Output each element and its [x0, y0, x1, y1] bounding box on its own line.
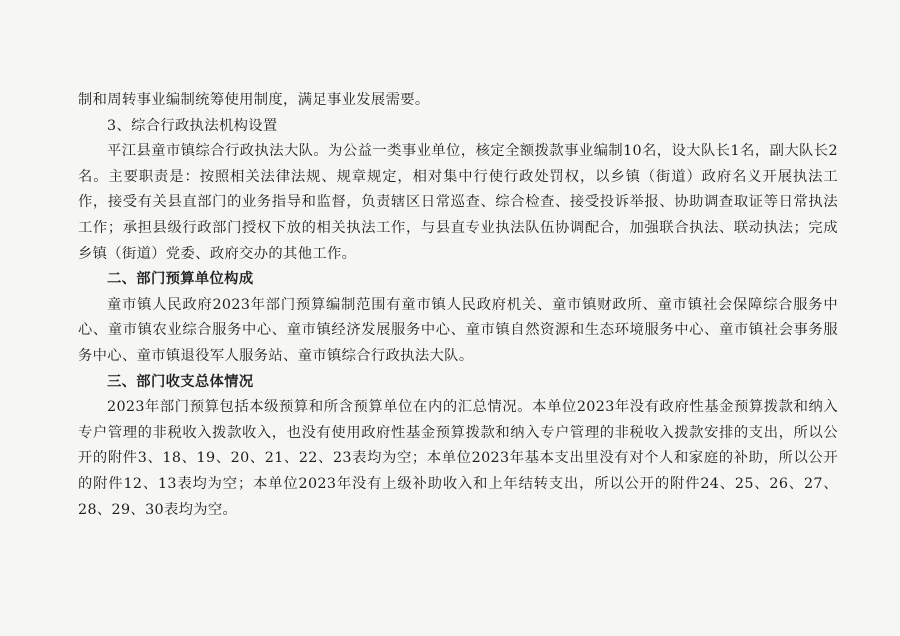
section-heading-income-expenditure: 三、部门收支总体情况: [107, 373, 254, 390]
paragraph-income-expenditure: 2023年部门预算包括本级预算和所含预算单位在内的汇总情况。本单位2023年没有政府性基金预算拨款和纳入专户管理的非税收入拨款收入，也没有使用政府性基金预算拨款和纳入专户管理的非税收入拨款安排的支出，所以公开的附件3、18、19、20、21、22、23表均为空；本单位2023年基本支出里没有对个人和家庭的补助，所以公开的附件12、13表均为空；本单位2023年没有上级补助收入和上年结转支出，所以公开的附件24、25、26、27、28、29、30表均为空。: [78, 399, 838, 518]
paragraph-enforcement-duties: 平江县童市镇综合行政执法大队。为公益一类事业单位，核定全额拨款事业编制10名，设大队长1名，副大队长2名。主要职责是：按照相关法律法规、规章规定，相对集中行使行政处罚权，以乡镇（街道）政府名义开展执法工作，接受有关县直部门的业务指导和监督，负责辖区日常巡查、综合检查、接受投诉举报、协助调查取证等日常执法工作；承担县级行政部门授权下放的相关执法工作，与县直专业执法队伍协调配合，加强联合执法、联动执法；完成乡镇（街道）党委、政府交办的其他工作。: [78, 143, 838, 262]
paragraph-continuation: 制和周转事业编制统筹使用制度，满足事业发展需要。: [78, 92, 430, 108]
section-heading-budget-units: 二、部门预算单位构成: [107, 271, 254, 288]
document-body: [78, 88, 838, 523]
paragraph-budget-units: 童市镇人民政府2023年部门预算编制范围有童市镇人民政府机关、童市镇财政所、童市镇社会保障综合服务中心、童市镇农业综合服务中心、童市镇经济发展服务中心、童市镇自然资源和生态环境服务中心、童市镇社会事务服务中心、童市镇退役军人服务站、童市镇综合行政执法大队。: [78, 296, 838, 364]
subheading-enforcement-agency: 3、综合行政执法机构设置: [107, 117, 278, 134]
